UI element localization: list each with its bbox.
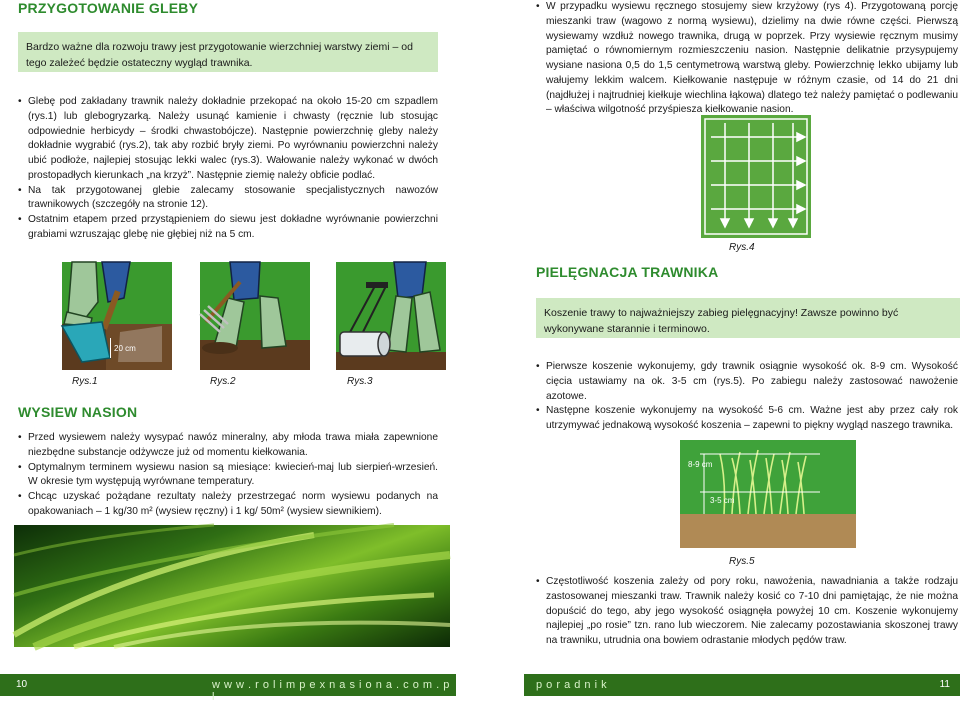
- right-page: [480, 0, 960, 696]
- fig2-rake-illustration: [200, 262, 310, 370]
- heading-lawn-care: PIELĘGNACJA TRAWNIKA: [536, 264, 719, 280]
- frequency-bullet-list: [536, 575, 958, 649]
- fig1-caption: Rys.1: [72, 376, 98, 387]
- intro-box: Bardzo ważne dla rozwoju trawy jest przygotowanie wierzchniej warstwy ziemi – od tego zależeć będzie ostateczny wygląd trawnika.: [18, 32, 438, 72]
- rake-icon: [200, 262, 310, 370]
- website-link[interactable]: w w w . r o l i m p e x n a s i o n a . c o m . p l: [212, 679, 450, 703]
- mowing-bullet: • Następne koszenie wykonujemy na wysokość 5-6 cm. Ważne jest aby przez cały rok utrzymywać jednakową wysokość koszenia – zapewni to piękny wygląd naszego trawnika.: [536, 404, 958, 434]
- mowing-importance-box: Koszenie trawy to najważniejszy zabieg pielęgnacyjny! Zawsze powinno być wykonywane starannie i terminowo.: [536, 298, 960, 338]
- mowing-bullet: • Pierwsze koszenie wykonujemy, gdy trawnik osiągnie wysokość ok. 8-9 cm. Wysokość cięcia ustawiamy na ok. 3-5 cm (rys.5). Po zabiegu należy zastosować nawożenie azotowe.: [536, 360, 958, 404]
- right-footer-bar: [524, 674, 960, 696]
- fig5-label-tall: 8-9 cm: [688, 460, 713, 469]
- page-number-left: 10: [16, 679, 28, 690]
- fig4-cross-sowing-illustration: [701, 115, 811, 238]
- cross-sowing-bullet: • W przypadku wysiewu ręcznego stosujemy siew krzyżowy (rys 4). Przygotowaną porcję mieszanki traw (wagowo z normą wysiewu), dzielimy na dwie równe części. Pierwszą wysiewamy wzdłuż nowego trawnika, drugą w poprzek. Przy wysiewie ręcznym musimy pamiętać o równomiernym rozmieszczeniu nasion. Następnie delikatnie przysypujemy wysiane nasiona 0,5 do 1,5 centymetrową warstwą gleby. Powierzchnię lekko ubijamy lub wałujemy lekkim walcem. Kiełkowanie następuje w różnym czasie, od 14 do 21 dni (najdłużej i najtrudniej kiełkuje wiechlina łąkowa) dlatego też należy pamiętać o podlewaniu – właściwa wilgotność przyśpiesza kiełkowanie nasion.: [536, 0, 958, 118]
- cross-sowing-bullet-list: [536, 0, 958, 118]
- heading-sowing: WYSIEW NASION: [18, 404, 138, 420]
- fig3-roller-illustration: [336, 262, 446, 370]
- grass-blades-image: [14, 525, 450, 647]
- fig3-caption: Rys.3: [347, 376, 373, 387]
- soil-bullet: • Glebę pod zakładany trawnik należy dokładnie przekopać na około 15-20 cm szpadlem (rys.1) lub glebogryzarką. Należy usunąć kamienie i chwasty (ręcznie lub stosując odpowiednie herbicydy – środki chwastobójcze). Następnie powierzchnię gleby należy dokładnie wygrabić (rys.2), tak aby rozbić bryły ziemi. Po wyrównaniu powierzchni należy ubić podłoże, najlepiej stosując lekki walec (rys.3). Wałowanie należy wykonać w dwóch prostopadłych kierunkach „na krzyż”. Następnie ziemię należy obficie podlać.: [18, 95, 438, 184]
- sowing-bullet: • Przed wysiewem należy wysypać nawóz mineralny, aby młoda trawa miała zapewnione niezbędne substancje odżywcze już od momentu kiełkowania.: [18, 431, 438, 461]
- depth-label: 20 cm: [114, 344, 136, 353]
- sowing-bullet-list: [18, 431, 438, 520]
- sowing-bullet: • Chcąc uzyskać pożądane rezultaty należy przestrzegać norm wysiewu podanych na opakowaniach – 1 kg/30 m² (wysiew ręczny) i 1 kg/ 50m² (wysiew siewnikiem).: [18, 490, 438, 520]
- grass-photo: [14, 525, 450, 647]
- footer-label: p o r a d n i k: [536, 679, 608, 691]
- heading-soil-preparation: PRZYGOTOWANIE GLEBY: [18, 0, 199, 16]
- mowing-bullet-list: [536, 360, 958, 434]
- roller-icon: [336, 262, 446, 370]
- depth-marker: [110, 338, 162, 358]
- frequency-bullet: • Częstotliwość koszenia zależy od pory roku, nawożenia, nawadniania a także rodzaju zastosowanej mieszanki traw. Trawnik należy kosić co 7-10 dni pamiętając, że nie można dopuścić do tego, aby jego wysokość osiągnęła powyżej 10 cm. Koszenie wykonujemy najlepiej „po rosie” tzn. rano lub wieczorem. Nie zalecamy pozostawiania skoszonej trawy na trawniku, utrudnia ona bowiem odrastanie młodych pędów traw.: [536, 575, 958, 649]
- sowing-bullet: • Optymalnym terminem wysiewu nasion są miesiące: kwiecień-maj lub sierpień-wrzesień. W okresie tym występują wyrównane temperatury.: [18, 461, 438, 491]
- page-number-right: 11: [939, 679, 950, 690]
- left-footer-bar: [0, 674, 456, 703]
- fig2-caption: Rys.2: [210, 376, 236, 387]
- soil-bullet: • Na tak przygotowanej glebie zalecamy stosowanie specjalistycznych nawozów trawnikowych (szczegóły na stronie 12).: [18, 184, 438, 214]
- grass-height-icon: [680, 440, 856, 548]
- fig5-label-cut: 3-5 cm: [710, 496, 735, 505]
- fig5-caption: Rys.5: [729, 556, 755, 567]
- cross-arrows-icon: [701, 115, 811, 238]
- fig4-caption: Rys.4: [729, 242, 755, 253]
- soil-bullet-list: [18, 95, 438, 243]
- soil-bullet: • Ostatnim etapem przed przystąpieniem do siewu jest dokładne wyrównanie powierzchni grabiami wzruszając glebę nie głębiej niż na 5 cm.: [18, 213, 438, 243]
- fig5-mowing-height-illustration: [680, 440, 856, 548]
